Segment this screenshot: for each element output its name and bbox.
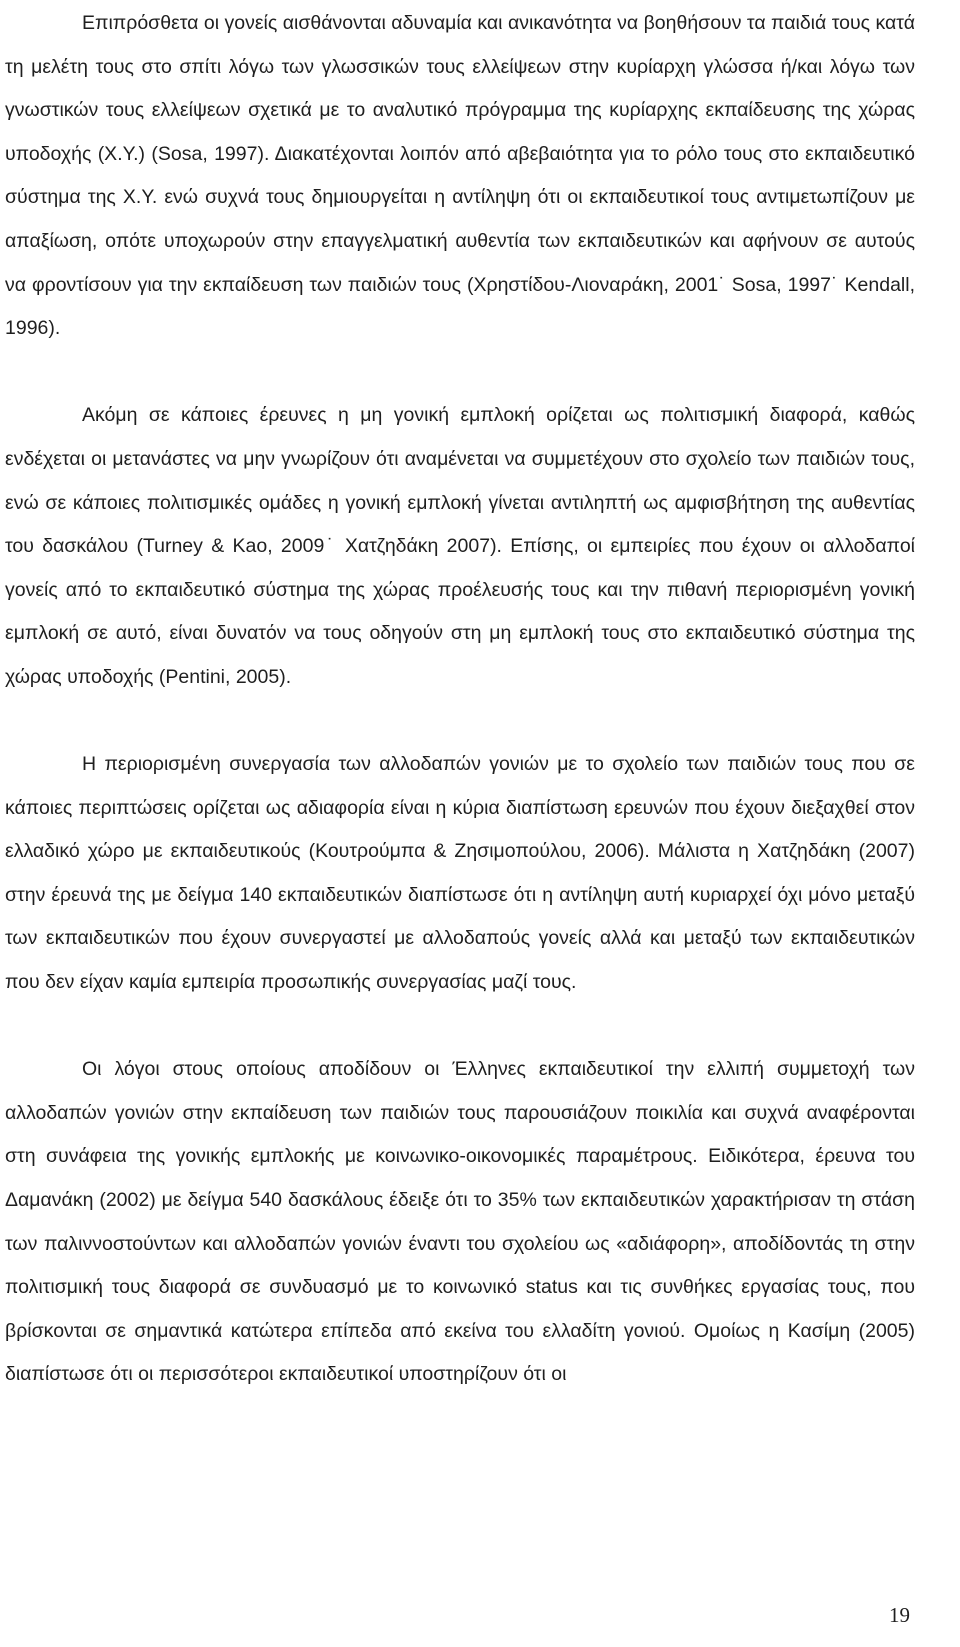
page-number: 19	[889, 1603, 910, 1627]
paragraph-parental-inability: Επιπρόσθετα οι γονείς αισθάνονται αδυναμία και ανικανότητα να βοηθήσουν τα παιδιά τους κατά τη μελέτη τους στο σπίτι λόγω των γλωσσικών τους ελλείψεων στην κυρίαρχη γλώσσα ή/και λόγω των γνωστικών τους ελλείψεων σχετικά με το αναλυτικό πρόγραμμα της κυρίαρχης εκπαίδευσης της χώρας υποδοχής (Χ.Υ.) (Sosa, 1997). Διακατέχονται λοιπόν από αβεβαιότητα για το ρόλο τους στο εκπαιδευτικό σύστημα της Χ.Υ. ενώ συχνά τους δημιουργείται η αντίληψη ότι οι εκπαιδευτικοί τους αντιμετωπίζουν με απαξίωση, οπότε υποχωρούν στην επαγγελματική αυθεντία των εκπαιδευτικών και αφήνουν σε αυτούς να φροντίσουν για την εκπαίδευση των παιδιών τους (Χρηστίδου-Λιοναράκη, 2001˙ Sosa, 1997˙ Kendall, 1996).	[5, 12, 915, 340]
paragraph-teacher-reasons: Οι λόγοι στους οποίους αποδίδουν οι Έλληνες εκπαιδευτικοί την ελλιπή συμμετοχή των αλλοδαπών γονιών στην εκπαίδευση των παιδιών τους παρουσιάζουν ποικιλία και συχνά αναφέρονται στη συνάφεια της γονικής εμπλοκής με κοινωνικο-οικονομικές παραμέτρους. Ειδικότερα, έρευνα του Δαμανάκη (2002) με δείγμα 540 δασκάλους έδειξε ότι το 35% των εκπαιδευτικών χαρακτήρισαν τη στάση των παλιννοστούντων και αλλοδαπών γονιών έναντι του σχολείου ως «αδιάφορη», αποδίδοντάς τη στην πολιτισμική τους διαφορά σε συνδυασμό με το κοινωνικό status και τις συνθήκες εργασίας τους, που βρίσκονται σε σημαντικά κατώτερα επίπεδα από εκείνα του ελλαδίτη γονιού. Ομοίως η Κασίμη (2005) διαπίστωσε ότι οι περισσότεροι εκπαιδευτικοί υποστηρίζουν ότι οι	[5, 1058, 915, 1386]
paragraph-limited-cooperation: Η περιορισμένη συνεργασία των αλλοδαπών γονιών με το σχολείο των παιδιών τους που σε κάποιες περιπτώσεις ορίζεται ως αδιαφορία είναι η κύρια διαπίστωση ερευνών που έχουν διεξαχθεί στον ελλαδικό χώρο με εκπαιδευτικούς (Κουτρούμπα & Ζησιμοπούλου, 2006). Μάλιστα η Χατζηδάκη (2007) στην έρευνά της με δείγμα 140 εκπαιδευτικών διαπίστωσε ότι η αντίληψη αυτή κυριαρχεί όχι μόνο μεταξύ των εκπαιδευτικών που έχουν συνεργαστεί με αλλοδαπούς γονείς αλλά και μεταξύ των εκπαιδευτικών που δεν είχαν καμία εμπειρία προσωπικής συνεργασίας μαζί τους.	[5, 753, 915, 994]
body-text	[5, 2, 915, 1397]
paragraph-cultural-difference: Ακόμη σε κάποιες έρευνες η μη γονική εμπλοκή ορίζεται ως πολιτισμική διαφορά, καθώς ενδέχεται οι μετανάστες να μην γνωρίζουν ότι αναμένεται να συμμετέχουν στο σχολείο των παιδιών τους, ενώ σε κάποιες πολιτισμικές ομάδες η γονική εμπλοκή γίνεται αντιληπτή ως αμφισβήτηση της αυθεντίας του δασκάλου (Turney & Kao, 2009˙ Χατζηδάκη 2007). Επίσης, οι εμπειρίες που έχουν οι αλλοδαποί γονείς από το εκπαιδευτικό σύστημα της χώρας προέλευσής τους και την πιθανή περιορισμένη γονική εμπλοκή σε αυτό, είναι δυνατόν να τους οδηγούν στη μη εμπλοκή τους στο εκπαιδευτικό σύστημα της χώρας υποδοχής (Pentini, 2005).	[5, 404, 915, 688]
